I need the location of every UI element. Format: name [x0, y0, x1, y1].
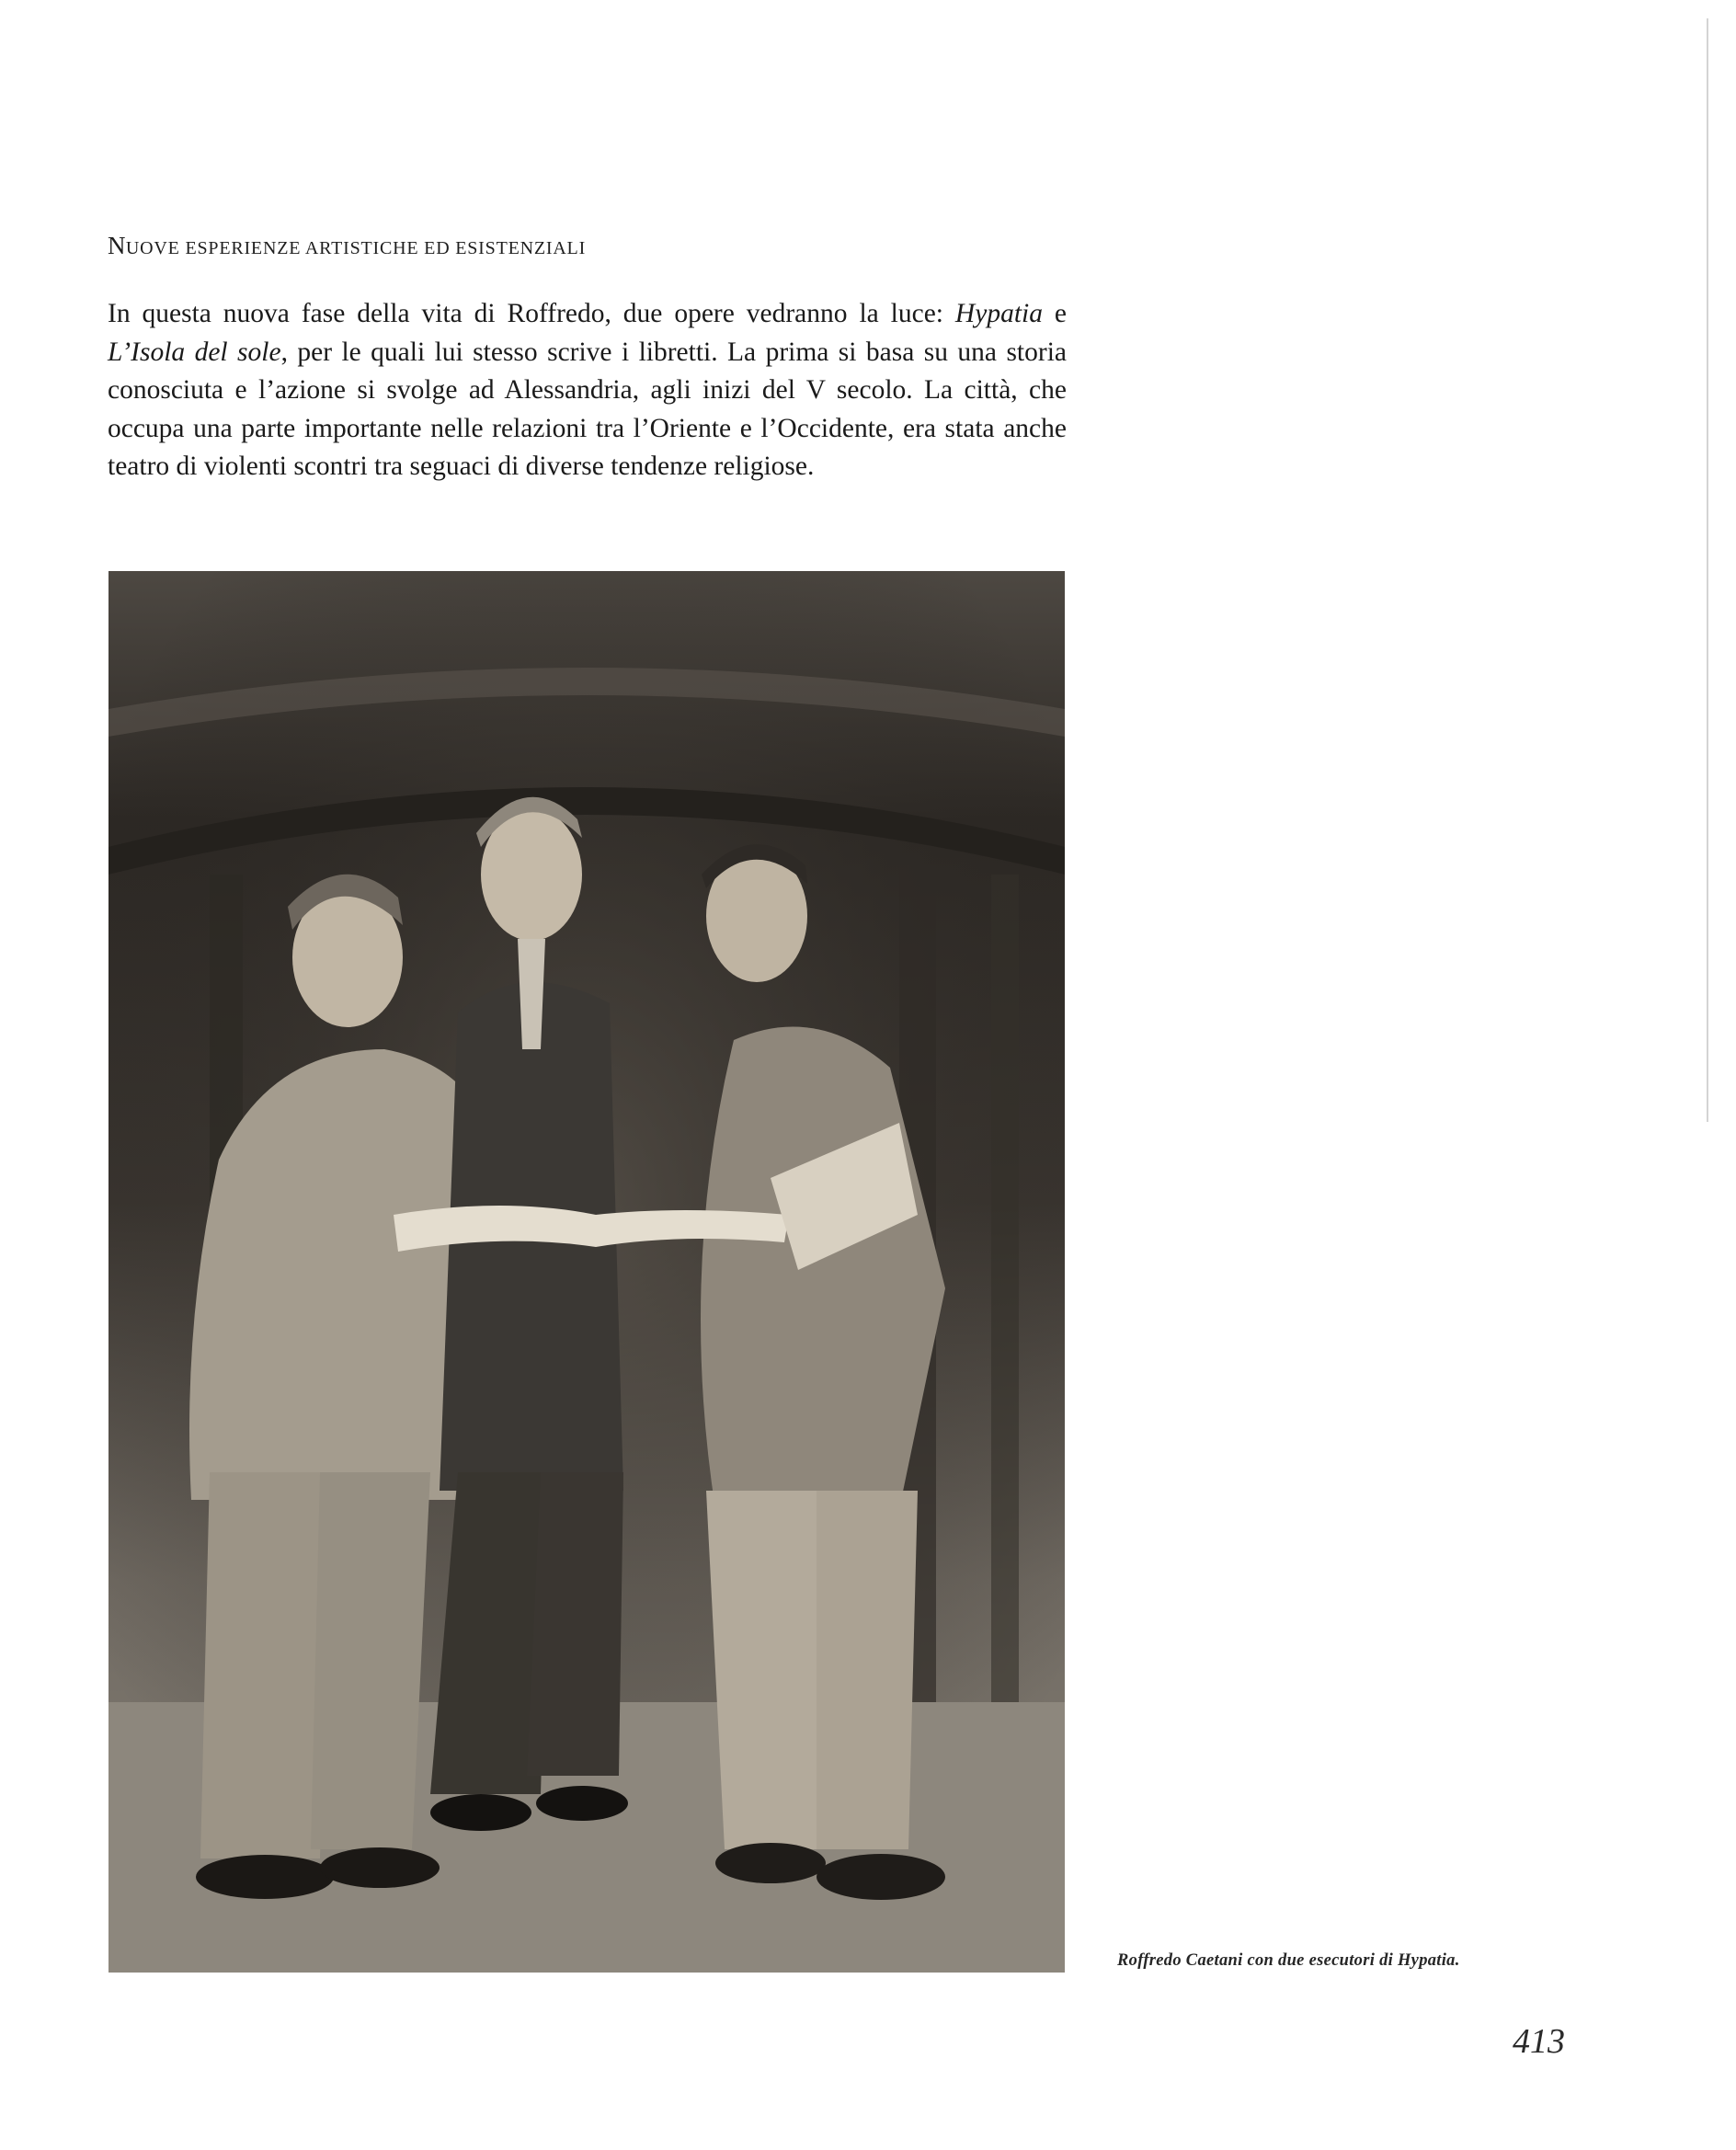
photo-three-men-reading-score: [108, 571, 1065, 1973]
body-paragraph: [108, 295, 1067, 486]
body-text-part-2: e: [1042, 299, 1067, 328]
running-head-text: UOVE ESPERIENZE ARTISTICHE ED ESISTENZIALI: [125, 238, 587, 258]
body-text-part-1: In questa nuova fase della vita di Roffredo, due opere vedranno la luce:: [108, 299, 955, 328]
opera-title-hypatia: Hypatia: [954, 299, 1043, 328]
page-edge-shadow: [1707, 18, 1708, 1122]
photo-caption: Roffredo Caetani con due esecutori di Hypatia.: [1117, 1951, 1460, 1970]
historical-photograph: [108, 571, 1065, 1973]
opera-title-isola-del-sole: L’Isola del sole: [108, 337, 281, 367]
running-head-initial: N: [108, 232, 126, 259]
page-number: 413: [1513, 2022, 1565, 2061]
body-text-part-3: , per le quali lui stesso scrive i libretti. La prima si basa su una storia conosciuta e l’azione si svolge ad Alessandria, agli inizi del V secolo. La città, che occupa una parte importante nelle relazioni tra l’Oriente e l’Occidente, era stata anche teatro di violenti scontri tra seguaci di diverse tendenze religiose.: [108, 337, 1067, 481]
running-head: [108, 232, 586, 260]
